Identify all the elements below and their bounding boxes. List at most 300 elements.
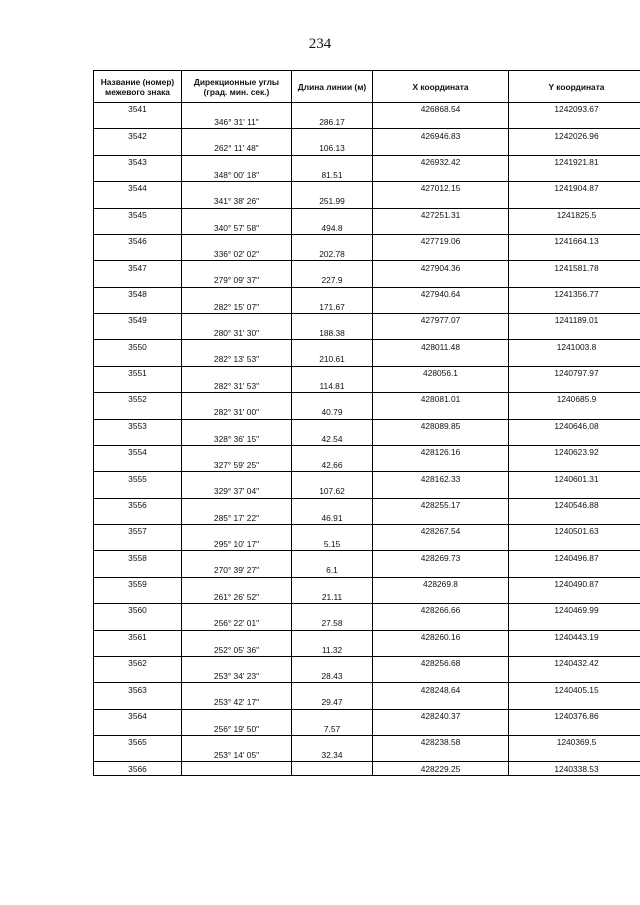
point-name: 3564: [94, 709, 182, 722]
empty-cell: [373, 116, 509, 129]
line-length: 107.62: [292, 485, 373, 498]
empty-cell: [373, 432, 509, 445]
direction-angle: 340° 57' 58": [182, 221, 292, 234]
table-row-segment: [94, 696, 640, 709]
empty-cell: [182, 472, 292, 485]
direction-angle: 341° 38' 26": [182, 195, 292, 208]
table-row-point: [94, 577, 640, 590]
direction-angle: 336° 02' 02": [182, 248, 292, 261]
empty-cell: [94, 116, 182, 129]
empty-cell: [509, 168, 640, 181]
direction-angle: 270° 39' 27": [182, 564, 292, 577]
point-name: 3557: [94, 525, 182, 538]
empty-cell: [94, 168, 182, 181]
empty-cell: [509, 142, 640, 155]
empty-cell: [182, 155, 292, 168]
empty-cell: [373, 300, 509, 313]
y-coordinate: 1240496.87: [509, 551, 640, 564]
x-coordinate: 427977.07: [373, 314, 509, 327]
empty-cell: [292, 525, 373, 538]
empty-cell: [292, 604, 373, 617]
direction-angle: 282° 15' 07": [182, 300, 292, 313]
y-coordinate: 1241356.77: [509, 287, 640, 300]
empty-cell: [509, 327, 640, 340]
table-row-point: [94, 604, 640, 617]
empty-cell: [182, 208, 292, 221]
table-row-segment: [94, 722, 640, 735]
empty-cell: [182, 393, 292, 406]
empty-cell: [373, 538, 509, 551]
direction-angle: 279° 09' 37": [182, 274, 292, 287]
table-row-point: [94, 551, 640, 564]
empty-cell: [182, 736, 292, 749]
line-length: 494.8: [292, 221, 373, 234]
empty-cell: [509, 722, 640, 735]
y-coordinate: 1240376.86: [509, 709, 640, 722]
table-row-point: [94, 103, 640, 116]
table-header-row: [94, 71, 640, 103]
direction-angle: 280° 31' 30": [182, 327, 292, 340]
point-name: 3556: [94, 498, 182, 511]
table-row-segment: [94, 749, 640, 762]
empty-cell: [182, 419, 292, 432]
empty-cell: [292, 736, 373, 749]
table-row-point: [94, 656, 640, 669]
empty-cell: [94, 590, 182, 603]
point-name: 3565: [94, 736, 182, 749]
empty-cell: [292, 208, 373, 221]
empty-cell: [94, 564, 182, 577]
x-coordinate: 427251.31: [373, 208, 509, 221]
empty-cell: [292, 656, 373, 669]
point-name: 3552: [94, 393, 182, 406]
table-row-segment: [94, 168, 640, 181]
table-row-segment: [94, 221, 640, 234]
table-row-segment: [94, 643, 640, 656]
empty-cell: [94, 221, 182, 234]
table-row-point: [94, 709, 640, 722]
y-coordinate: 1240443.19: [509, 630, 640, 643]
empty-cell: [292, 182, 373, 195]
direction-angle: 252° 05' 36": [182, 643, 292, 656]
empty-cell: [373, 670, 509, 683]
empty-cell: [292, 498, 373, 511]
line-length: 171.67: [292, 300, 373, 313]
table-row-point: [94, 287, 640, 300]
table-row-segment: [94, 459, 640, 472]
direction-angle: 282° 13' 53": [182, 353, 292, 366]
point-name: 3553: [94, 419, 182, 432]
empty-cell: [182, 182, 292, 195]
table-row-point: [94, 498, 640, 511]
empty-cell: [182, 234, 292, 247]
table-row-segment: [94, 485, 640, 498]
direction-angle: 253° 42' 17": [182, 696, 292, 709]
direction-angle: 253° 14' 05": [182, 749, 292, 762]
empty-cell: [509, 696, 640, 709]
coordinates-table: [93, 70, 640, 776]
header-distance: Длина линии (м): [292, 71, 373, 103]
table-row-point: [94, 366, 640, 379]
point-name: 3543: [94, 155, 182, 168]
point-name: 3566: [94, 762, 182, 776]
table-row-segment: [94, 564, 640, 577]
x-coordinate: 428089.85: [373, 419, 509, 432]
point-name: 3546: [94, 234, 182, 247]
x-coordinate: 428011.48: [373, 340, 509, 353]
point-name: 3555: [94, 472, 182, 485]
empty-cell: [292, 261, 373, 274]
y-coordinate: 1240338.53: [509, 762, 640, 776]
empty-cell: [182, 340, 292, 353]
empty-cell: [509, 485, 640, 498]
empty-cell: [373, 142, 509, 155]
empty-cell: [373, 195, 509, 208]
direction-angle: 256° 19' 50": [182, 722, 292, 735]
table-row-point: [94, 393, 640, 406]
y-coordinate: 1241825.5: [509, 208, 640, 221]
line-length: 46.91: [292, 511, 373, 524]
empty-cell: [182, 577, 292, 590]
table-row-point: [94, 234, 640, 247]
direction-angle: 256° 22' 01": [182, 617, 292, 630]
empty-cell: [94, 406, 182, 419]
empty-cell: [509, 617, 640, 630]
line-length: 210.61: [292, 353, 373, 366]
empty-cell: [94, 379, 182, 392]
empty-cell: [509, 749, 640, 762]
empty-cell: [509, 116, 640, 129]
y-coordinate: 1240501.63: [509, 525, 640, 538]
empty-cell: [182, 261, 292, 274]
empty-cell: [182, 287, 292, 300]
empty-cell: [373, 643, 509, 656]
table-row-segment: [94, 670, 640, 683]
empty-cell: [373, 168, 509, 181]
empty-cell: [94, 696, 182, 709]
empty-cell: [373, 722, 509, 735]
x-coordinate: 426946.83: [373, 129, 509, 142]
empty-cell: [509, 274, 640, 287]
table-row-point: [94, 683, 640, 696]
empty-cell: [94, 432, 182, 445]
table-row-segment: [94, 590, 640, 603]
table-row-segment: [94, 353, 640, 366]
y-coordinate: 1240546.88: [509, 498, 640, 511]
direction-angle: 327° 59' 25": [182, 459, 292, 472]
x-coordinate: 427904.36: [373, 261, 509, 274]
line-length: 106.13: [292, 142, 373, 155]
empty-cell: [509, 195, 640, 208]
table-row-segment: [94, 617, 640, 630]
empty-cell: [182, 551, 292, 564]
y-coordinate: 1240646.08: [509, 419, 640, 432]
y-coordinate: 1240405.15: [509, 683, 640, 696]
empty-cell: [292, 366, 373, 379]
direction-angle: 262° 11' 48": [182, 142, 292, 155]
line-length: 27.58: [292, 617, 373, 630]
empty-cell: [292, 683, 373, 696]
table-row-segment: [94, 511, 640, 524]
point-name: 3545: [94, 208, 182, 221]
point-name: 3544: [94, 182, 182, 195]
y-coordinate: 1242026.96: [509, 129, 640, 142]
table-row-segment: [94, 274, 640, 287]
line-length: 40.79: [292, 406, 373, 419]
y-coordinate: 1241189.01: [509, 314, 640, 327]
table-row-point: [94, 155, 640, 168]
line-length: 188.38: [292, 327, 373, 340]
empty-cell: [182, 314, 292, 327]
direction-angle: 328° 36' 15": [182, 432, 292, 445]
y-coordinate: 1240490.87: [509, 577, 640, 590]
empty-cell: [182, 103, 292, 116]
empty-cell: [509, 643, 640, 656]
y-coordinate: 1240601.31: [509, 472, 640, 485]
table-row-point: [94, 525, 640, 538]
line-length: 286.17: [292, 116, 373, 129]
empty-cell: [509, 670, 640, 683]
empty-cell: [373, 617, 509, 630]
x-coordinate: 426932.42: [373, 155, 509, 168]
empty-cell: [292, 709, 373, 722]
x-coordinate: 428081.01: [373, 393, 509, 406]
table-row-point: [94, 261, 640, 274]
empty-cell: [182, 683, 292, 696]
empty-cell: [509, 379, 640, 392]
table-row-point: [94, 419, 640, 432]
y-coordinate: 1240623.92: [509, 445, 640, 458]
empty-cell: [292, 393, 373, 406]
direction-angle: 348° 00' 18": [182, 168, 292, 181]
empty-cell: [373, 590, 509, 603]
y-coordinate: 1241904.87: [509, 182, 640, 195]
line-length: 5.15: [292, 538, 373, 551]
header-name: Название (номер) межевого знака: [94, 71, 182, 103]
header-x: X координата: [373, 71, 509, 103]
line-length: 11.32: [292, 643, 373, 656]
empty-cell: [373, 248, 509, 261]
point-name: 3550: [94, 340, 182, 353]
empty-cell: [94, 248, 182, 261]
empty-cell: [509, 459, 640, 472]
empty-cell: [182, 630, 292, 643]
line-length: 21.11: [292, 590, 373, 603]
x-coordinate: 428056.1: [373, 366, 509, 379]
point-name: 3541: [94, 103, 182, 116]
direction-angle: 282° 31' 00": [182, 406, 292, 419]
y-coordinate: 1240797.97: [509, 366, 640, 379]
empty-cell: [182, 604, 292, 617]
x-coordinate: 428269.8: [373, 577, 509, 590]
x-coordinate: 428238.58: [373, 736, 509, 749]
point-name: 3548: [94, 287, 182, 300]
direction-angle: 282° 31' 53": [182, 379, 292, 392]
empty-cell: [292, 314, 373, 327]
y-coordinate: 1242093.67: [509, 103, 640, 116]
y-coordinate: 1240369.5: [509, 736, 640, 749]
line-length: 28.43: [292, 670, 373, 683]
line-length: 7.57: [292, 722, 373, 735]
point-name: 3554: [94, 445, 182, 458]
empty-cell: [292, 445, 373, 458]
point-name: 3560: [94, 604, 182, 617]
empty-cell: [373, 406, 509, 419]
empty-cell: [94, 617, 182, 630]
point-name: 3563: [94, 683, 182, 696]
empty-cell: [373, 696, 509, 709]
x-coordinate: 428229.25: [373, 762, 509, 776]
x-coordinate: 427012.15: [373, 182, 509, 195]
line-length: 114.81: [292, 379, 373, 392]
empty-cell: [373, 564, 509, 577]
line-length: 42.66: [292, 459, 373, 472]
empty-cell: [94, 538, 182, 551]
empty-cell: [94, 643, 182, 656]
table-row-point: [94, 762, 640, 776]
empty-cell: [182, 445, 292, 458]
empty-cell: [94, 327, 182, 340]
table-row-point: [94, 630, 640, 643]
y-coordinate: 1240685.9: [509, 393, 640, 406]
y-coordinate: 1241581.78: [509, 261, 640, 274]
empty-cell: [182, 525, 292, 538]
empty-cell: [509, 353, 640, 366]
direction-angle: 261° 26' 52": [182, 590, 292, 603]
line-length: 29.47: [292, 696, 373, 709]
empty-cell: [182, 656, 292, 669]
empty-cell: [292, 630, 373, 643]
table-row-segment: [94, 379, 640, 392]
empty-cell: [509, 590, 640, 603]
table-row-point: [94, 472, 640, 485]
empty-cell: [292, 419, 373, 432]
empty-cell: [373, 485, 509, 498]
table-row-point: [94, 208, 640, 221]
empty-cell: [509, 248, 640, 261]
empty-cell: [94, 142, 182, 155]
table-row-segment: [94, 142, 640, 155]
x-coordinate: 428266.66: [373, 604, 509, 617]
x-coordinate: 427719.06: [373, 234, 509, 247]
empty-cell: [292, 287, 373, 300]
x-coordinate: 428126.16: [373, 445, 509, 458]
x-coordinate: 428162.33: [373, 472, 509, 485]
empty-cell: [292, 762, 373, 776]
empty-cell: [182, 129, 292, 142]
empty-cell: [373, 221, 509, 234]
empty-cell: [373, 749, 509, 762]
point-name: 3562: [94, 656, 182, 669]
direction-angle: 295° 10' 17": [182, 538, 292, 551]
empty-cell: [509, 406, 640, 419]
empty-cell: [94, 749, 182, 762]
direction-angle: 329° 37' 04": [182, 485, 292, 498]
line-length: 227.9: [292, 274, 373, 287]
empty-cell: [373, 379, 509, 392]
empty-cell: [94, 300, 182, 313]
empty-cell: [292, 234, 373, 247]
empty-cell: [182, 498, 292, 511]
header-y: Y координата: [509, 71, 640, 103]
direction-angle: 346° 31' 11": [182, 116, 292, 129]
point-name: 3558: [94, 551, 182, 564]
empty-cell: [94, 670, 182, 683]
direction-angle: 285° 17' 22": [182, 511, 292, 524]
empty-cell: [94, 459, 182, 472]
empty-cell: [94, 195, 182, 208]
empty-cell: [292, 472, 373, 485]
empty-cell: [509, 538, 640, 551]
empty-cell: [509, 432, 640, 445]
table-row-segment: [94, 300, 640, 313]
table-row-point: [94, 314, 640, 327]
empty-cell: [292, 577, 373, 590]
table-row-segment: [94, 116, 640, 129]
empty-cell: [373, 459, 509, 472]
table-row-segment: [94, 538, 640, 551]
table-row-segment: [94, 432, 640, 445]
table-row-segment: [94, 248, 640, 261]
empty-cell: [373, 274, 509, 287]
table-row-point: [94, 182, 640, 195]
table-body: [94, 103, 640, 776]
empty-cell: [182, 762, 292, 776]
empty-cell: [509, 221, 640, 234]
y-coordinate: 1240432.42: [509, 656, 640, 669]
empty-cell: [373, 353, 509, 366]
x-coordinate: 428248.64: [373, 683, 509, 696]
y-coordinate: 1240469.99: [509, 604, 640, 617]
point-name: 3542: [94, 129, 182, 142]
x-coordinate: 426868.54: [373, 103, 509, 116]
empty-cell: [292, 129, 373, 142]
empty-cell: [509, 511, 640, 524]
point-name: 3547: [94, 261, 182, 274]
x-coordinate: 428256.68: [373, 656, 509, 669]
line-length: 202.78: [292, 248, 373, 261]
line-length: 32.34: [292, 749, 373, 762]
y-coordinate: 1241664.13: [509, 234, 640, 247]
table-row-point: [94, 736, 640, 749]
empty-cell: [373, 511, 509, 524]
x-coordinate: 428267.54: [373, 525, 509, 538]
table-row-segment: [94, 406, 640, 419]
empty-cell: [94, 722, 182, 735]
y-coordinate: 1241921.81: [509, 155, 640, 168]
line-length: 42.54: [292, 432, 373, 445]
point-name: 3549: [94, 314, 182, 327]
header-angle: Дирекционные углы (град. мин. сек.): [182, 71, 292, 103]
line-length: 251.99: [292, 195, 373, 208]
page-number: 234: [308, 36, 332, 52]
empty-cell: [292, 103, 373, 116]
empty-cell: [292, 155, 373, 168]
y-coordinate: 1241003.8: [509, 340, 640, 353]
line-length: 81.51: [292, 168, 373, 181]
empty-cell: [373, 327, 509, 340]
point-name: 3559: [94, 577, 182, 590]
empty-cell: [509, 564, 640, 577]
x-coordinate: 428269.73: [373, 551, 509, 564]
empty-cell: [182, 366, 292, 379]
table-row-point: [94, 129, 640, 142]
x-coordinate: 428255.17: [373, 498, 509, 511]
table-row-segment: [94, 195, 640, 208]
x-coordinate: 427940.64: [373, 287, 509, 300]
empty-cell: [292, 551, 373, 564]
empty-cell: [182, 709, 292, 722]
